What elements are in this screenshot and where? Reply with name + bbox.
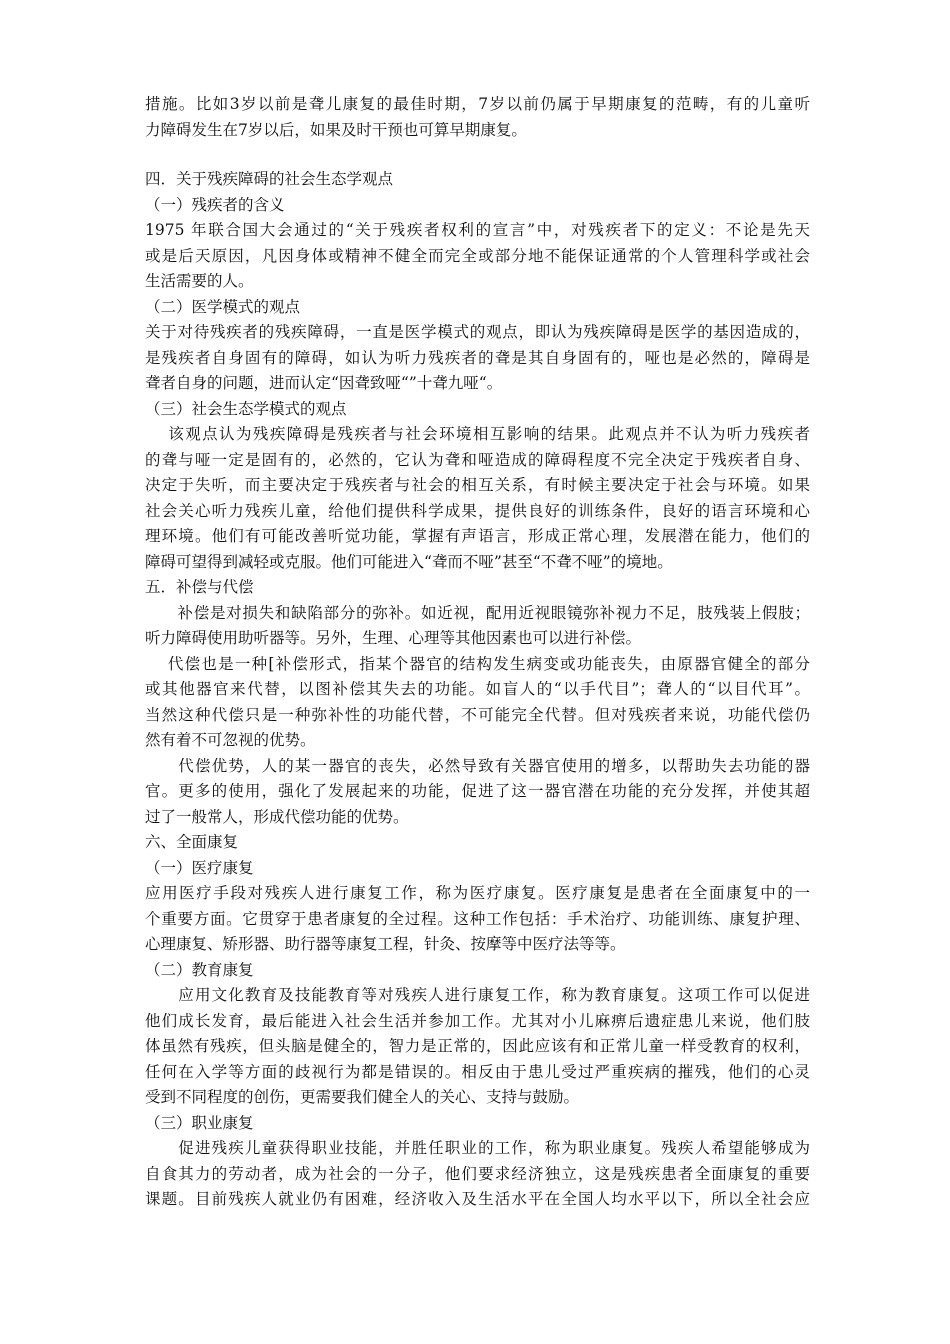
text-line: 心理康复、矫形器、助行器等康复工程，针灸、按摩等中医疗法等等。 — [145, 935, 626, 953]
text-line: 任何在入学等方面的歧视行为都是错误的。相反由于患儿受过严重疾病的摧残，他们的心灵 — [145, 1062, 810, 1081]
text-line: 或其他器官来代替，以图补偿其失去的功能。如盲人的“以手代目”；聋人的“以目代耳”。 — [145, 680, 810, 698]
text-line: 代偿也是一种[补偿形式，指某个器官的结构发生病变或功能丧失，由原器官健全的部分 — [145, 654, 810, 673]
document-body — [145, 92, 810, 1213]
text-line: 决定于失听，而主要决定于残疾者与社会的相互关系，有时候主要决定于社会与环境。如果 — [145, 476, 810, 494]
text-line: 课题。目前残疾人就业仍有困难，经济收入及生活水平在全国人均水平以下，所以全社会应 — [145, 1190, 810, 1208]
text-line: 或是后天原因，凡因身体或精神不健全而完全或部分地不能保证通常的个人管理科学或社会 — [145, 246, 810, 265]
text-line: 力障碍发生在7岁以后，如果及时干预也可算早期康复。 — [145, 120, 527, 139]
text-line: 个重要方面。它贯穿于患者康复的全过程。这种工作包括：手术治疗、功能训练、康复护理、 — [145, 909, 810, 928]
text-line: 该观点认为残疾障碍是残疾者与社会环境相互影响的结果。此观点并不认为听力残疾者 — [145, 425, 810, 443]
section-heading: 六、全面康复 — [145, 833, 239, 851]
text-line: 然有着不可忽视的优势。 — [145, 731, 316, 749]
text-line: 的聋与哑一定是固有的，必然的，它认为聋和哑造成的障碍程度不完全决定于残疾者自身、 — [145, 450, 810, 469]
text-line: 促进残疾儿童获得职业技能，并胜任职业的工作，称为职业康复。残疾人希望能够成为 — [145, 1139, 810, 1157]
section-heading: 五．补偿与代偿 — [145, 578, 254, 596]
text-line: 应用文化教育及技能教育等对残疾人进行康复工作，称为教育康复。这项工作可以促进 — [145, 986, 810, 1004]
text-line: 1975 年联合国大会通过的“关于残疾者权利的宣言”中，对残疾者下的定义：不论是先天 — [145, 221, 810, 239]
text-line: 他们成长发育，最后能进入社会生活并参加工作。尤其对小儿麻痹后遗症患儿来说，他们肢 — [145, 1011, 810, 1030]
text-line: 是残疾者自身固有的障碍，如认为听力残疾者的聋是其自身固有的，哑也是必然的，障碍是 — [145, 348, 810, 367]
text-line: 聋者自身的问题，进而认定“因聋致哑“”十聋九哑“。 — [145, 374, 503, 392]
text-line: 代偿优势，人的某一器官的丧失，必然导致有关器官使用的增多，以帮助失去功能的器 — [145, 756, 810, 775]
text-line: 听力障碍使用助听器等。另外，生理、心理等其他因素也可以进行补偿。 — [145, 629, 642, 647]
section-heading: （一）残疾者的含义 — [145, 195, 285, 214]
section-heading: （二）医学模式的观点 — [145, 297, 301, 316]
text-line: 生活需要的人。 — [145, 272, 254, 290]
text-line: 自食其力的劳动者，成为社会的一分子，他们要求经济独立，这是残疾患者全面康复的重要 — [145, 1164, 810, 1183]
section-heading: （一）医疗康复 — [145, 858, 254, 877]
text-line: 官。更多的使用，强化了发展起来的功能，促进了这一器官潜在功能的充分发挥，并使其超 — [145, 782, 810, 800]
paragraph-gap — [145, 143, 810, 167]
text-line: 社会关心听力残疾儿童，给他们提供科学成果，提供良好的训练条件，良好的语言环境和心 — [145, 501, 810, 520]
text-line: 关于对待残疾者的残疾障碍，一直是医学模式的观点，即认为残疾障碍是医学的基因造成的， — [145, 323, 810, 341]
text-line: 过了一般常人，形成代偿功能的优势。 — [145, 807, 409, 826]
text-line: 受到不同程度的创伤，更需要我们健全人的关心、支持与鼓励。 — [145, 1088, 580, 1106]
text-line: 障碍可望得到减轻或克服。他们可能进入“聋而不哑”甚至“不聋不哑”的境地。 — [145, 552, 673, 571]
text-line: 补偿是对损失和缺陷部分的弥补。如近视，配用近视眼镜弥补视力不足，肢残装上假肢； — [145, 603, 810, 622]
section-heading: （三）社会生态学模式的观点 — [145, 399, 347, 418]
section-heading: 四．关于残疾障碍的社会生态学观点 — [145, 170, 394, 188]
text-line: 体虽然有残疾，但头脑是健全的，智力是正常的，因此应该有和正常儿童一样受教育的权利， — [145, 1037, 810, 1055]
section-heading: （三）职业康复 — [145, 1113, 254, 1132]
text-line: 应用医疗手段对残疾人进行康复工作，称为医疗康复。医疗康复是患者在全面康复中的一 — [145, 884, 810, 902]
text-line: 措施。比如3岁以前是聋儿康复的最佳时期，7岁以前仍属于早期康复的范畴，有的儿童听 — [145, 95, 810, 113]
text-line: 理环境。他们有可能改善听觉功能，掌握有声语言，形成正常心理，发展潜在能力，他们的 — [145, 527, 810, 545]
text-line: 当然这种代偿只是一种弥补性的功能代替，不可能完全代替。但对残疾者来说，功能代偿仍 — [145, 705, 810, 724]
section-heading: （二）教育康复 — [145, 960, 254, 979]
